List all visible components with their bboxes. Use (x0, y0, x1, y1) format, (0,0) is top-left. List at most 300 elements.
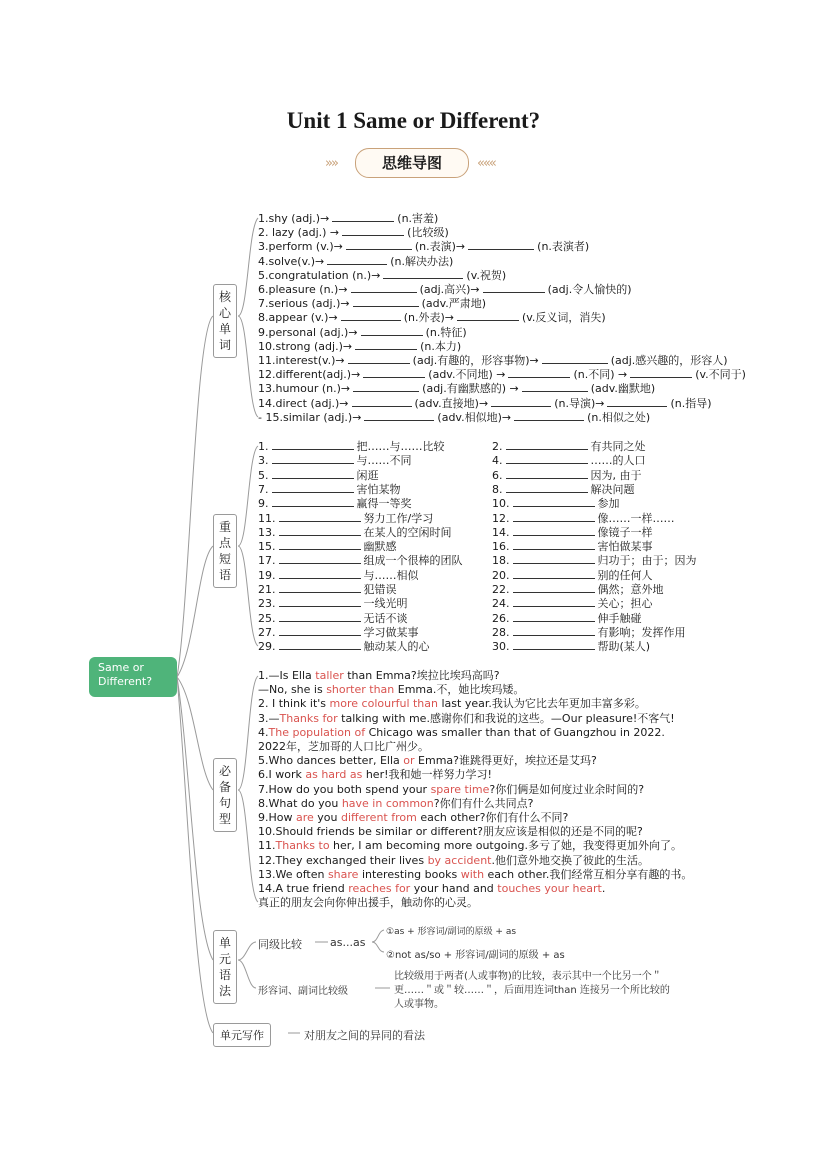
highlight-text: touches your heart (497, 882, 602, 895)
phrase-right (492, 497, 620, 511)
phrase-num: 3. (258, 454, 269, 468)
phrase-text: 因为, 由于 (590, 468, 642, 482)
vocab-line (258, 283, 632, 297)
vocab-line (258, 382, 655, 396)
vocab-text: (n.指导) (670, 396, 712, 410)
phrase-num: 12. (492, 511, 510, 525)
phrase-num: 17. (258, 554, 276, 568)
phrase-num: 9. (258, 497, 269, 511)
phrase-left (258, 597, 408, 611)
vocab-text: 12.different(adj.)→ (258, 368, 361, 382)
phrase-num: 26. (492, 611, 510, 625)
vocab-text: (n.解决办法) (390, 254, 454, 268)
answer-blank (332, 212, 394, 222)
highlight-text: share (327, 867, 359, 881)
vocab-text: (n.外表)→ (403, 311, 454, 325)
vocab-text: 14.direct (adj.)→ (258, 396, 349, 410)
branch-sentences (213, 758, 237, 832)
sentence-line (258, 882, 605, 896)
vocab-line (258, 212, 438, 226)
answer-blank (272, 454, 354, 464)
vocab-text: (n.相似之处) (587, 410, 651, 424)
vocab-text: (adv.幽默地) (590, 382, 656, 396)
phrase-num: 29. (258, 640, 276, 654)
answer-blank (279, 597, 361, 607)
phrase-text: 像……一样…… (597, 511, 675, 525)
vocab-text: (v.不同于) (695, 368, 746, 382)
highlight-text: more colourful than (329, 697, 438, 711)
vocab-text: 2. lazy (adj.) → (258, 226, 340, 240)
phrase-right (492, 483, 635, 497)
answer-blank (272, 440, 354, 450)
phrase-num: 14. (492, 525, 510, 539)
sentence-line (258, 754, 597, 768)
answer-blank (279, 583, 361, 593)
sentence-text: 6.I work (258, 768, 306, 782)
vocab-text: (n.害羞) (397, 212, 439, 225)
answer-blank (279, 526, 361, 536)
vocab-text: (adj.有趣的，形容事物)→ (412, 354, 539, 367)
answer-blank (506, 454, 588, 464)
phrase-left (258, 583, 397, 597)
answer-blank (363, 368, 425, 378)
phrase-num: 2. (492, 440, 503, 453)
vocab-text: 6.pleasure (n.)→ (258, 283, 348, 296)
vocab-text: 4.solve(v.)→ (258, 254, 325, 268)
sentence-line (258, 854, 649, 868)
phrase-right (492, 526, 653, 540)
sentence-text: 14.A true friend (258, 882, 349, 895)
vocab-text: (n.特征) (425, 325, 467, 339)
answer-blank (513, 612, 595, 622)
branch-char: 单 (218, 322, 231, 336)
sentence-line (258, 797, 533, 811)
sentence-text: talking with me.感谢你们和我说的这些。—Our pleasure!不客气! (337, 711, 675, 725)
phrase-text: 别的任何人 (597, 568, 653, 582)
sentence-text: 10.Should friends be similar or different?朋友应该是相似的还是不同的呢? (258, 825, 643, 839)
answer-blank (522, 382, 588, 392)
vocab-text: (n.表演)→ (414, 240, 466, 254)
phrase-text: 归功于；由于；因为 (597, 554, 697, 568)
phrase-num: 24. (492, 597, 510, 611)
vocab-text: (adj.令人愉快的) (547, 283, 632, 296)
sentence-text: each other.我们经常互相分享有趣的书。 (484, 867, 693, 881)
phrase-text: 害怕某物 (356, 482, 401, 496)
answer-blank (513, 583, 595, 593)
answer-blank (513, 554, 595, 564)
sentence-text: 13.We often (258, 867, 328, 881)
vocab-text: (adv.相似地)→ (437, 410, 512, 424)
phrase-right (492, 454, 646, 468)
phrase-right (492, 640, 650, 654)
sentence-text: —No, she is (258, 683, 327, 697)
highlight-text: or (403, 754, 415, 768)
vocab-text: (adv.直接地)→ (414, 396, 489, 410)
phrase-num: 13. (258, 525, 276, 539)
answer-blank (341, 311, 401, 321)
phrase-left (258, 626, 419, 640)
branch-char: 法 (218, 984, 231, 998)
phrase-text: 帮助(某人) (597, 640, 651, 654)
vocab-text: 10.strong (adj.)→ (258, 339, 353, 353)
phrase-num: 22. (492, 583, 510, 596)
answer-blank (513, 497, 595, 507)
sentence-line (258, 896, 478, 910)
vocab-text: 3.perform (v.)→ (258, 240, 343, 254)
phrase-right (492, 626, 686, 640)
phrase-num: 1. (258, 440, 269, 453)
sentence-text: Emma?谁跳得更好，埃拉还是艾玛? (414, 754, 597, 768)
phrase-text: 伸手触碰 (597, 611, 642, 625)
sentence-text: 4. (258, 725, 269, 739)
answer-blank (272, 469, 354, 479)
phrase-left (258, 540, 397, 554)
answer-blank (513, 526, 595, 536)
sentence-text: interesting books (358, 867, 461, 881)
highlight-text: are (296, 811, 314, 824)
sentence-line (258, 697, 646, 711)
vocab-line (258, 368, 746, 382)
answer-blank (272, 497, 354, 507)
phrase-num: 8. (492, 482, 503, 496)
sentence-text: 8.What do you (258, 796, 342, 810)
sentence-text: .他们意外地交换了彼此的生活。 (491, 853, 649, 867)
vocab-text: 5.congratulation (n.)→ (258, 268, 381, 282)
left-arrows-icon: »» (325, 156, 337, 171)
sentence-line (258, 683, 524, 697)
phrase-num: 10. (492, 497, 510, 511)
sentence-line (258, 811, 568, 825)
answer-blank (279, 626, 361, 636)
grammar-asas: as...as (330, 936, 366, 949)
answer-blank (353, 382, 419, 392)
phrase-num: 16. (492, 540, 510, 554)
answer-blank (351, 283, 417, 293)
answer-blank (353, 297, 419, 307)
phrase-num: 25. (258, 611, 276, 625)
vocab-line (258, 340, 461, 354)
answer-blank (506, 483, 588, 493)
phrase-text: 犯错误 (363, 583, 397, 596)
phrase-text: 参加 (597, 497, 620, 511)
sentence-text: her!我和她一样努力学习! (362, 768, 492, 782)
answer-blank (542, 354, 608, 364)
highlight-text: as hard as (305, 768, 363, 782)
phrase-text: 组成一个很棒的团队 (363, 554, 463, 568)
vocab-text: (adv.不同地) → (428, 368, 506, 382)
answer-blank (342, 226, 404, 236)
vocab-text: 7.serious (adj.)→ (258, 297, 350, 311)
grammar-opt2: ②not as/so + 形容词/副词的原级 + as (386, 950, 565, 961)
phrase-text: 闲逛 (356, 468, 379, 482)
grammar-desc-3: 人或事物。 (394, 999, 444, 1010)
branch-char: 单 (218, 936, 231, 950)
vocab-text: (v.反义词，消失) (521, 311, 606, 325)
phrase-num: 19. (258, 568, 276, 582)
highlight-text: different from (341, 811, 417, 824)
phrase-text: 在某人的空闲时间 (363, 525, 452, 539)
sentence-text: Chicago was smaller than that of Guangzhou in 2022. (365, 725, 665, 739)
phrase-right (492, 540, 653, 554)
answer-blank (513, 626, 595, 636)
phrase-left (258, 526, 452, 540)
phrase-right (492, 569, 653, 583)
answer-blank (513, 597, 595, 607)
phrase-left (258, 469, 379, 483)
phrase-right (492, 554, 697, 568)
answer-blank (279, 569, 361, 579)
phrase-text: 与……相似 (363, 568, 419, 582)
answer-blank (279, 540, 361, 550)
root-line1: Same or (98, 661, 144, 674)
vocab-text: 11.interest(v.)→ (258, 354, 345, 367)
phrase-text: 解决问题 (590, 482, 635, 496)
phrase-left (258, 454, 412, 468)
phrase-num: 20. (492, 568, 510, 582)
phrase-num: 27. (258, 625, 276, 639)
phrase-left (258, 554, 463, 568)
phrase-num: 6. (492, 468, 503, 482)
sentence-text: her, I am becoming more outgoing.多亏了她，我变得更加外向了。 (329, 839, 682, 853)
answer-blank (355, 340, 417, 350)
phrase-num: 23. (258, 597, 276, 611)
sentence-text: 5.Who dances better, Ella (258, 754, 404, 768)
vocab-text: 1.shy (adj.)→ (258, 212, 330, 225)
sentence-text: 2022年，芝加哥的人口比广州少。 (258, 740, 429, 753)
phrase-text: 赢得一等奖 (356, 497, 412, 511)
sentence-text: ?你们有什么共同点? (433, 796, 534, 810)
sentence-text: 真正的朋友会向你伸出援手，触动你的心灵。 (258, 896, 478, 910)
branch-char: 句 (218, 796, 231, 810)
sentence-text: ?你们俩是如何度过业余时间的? (489, 782, 645, 796)
grammar-opt1: ①as + 形容词/副词的原级 + as (386, 927, 517, 937)
highlight-text: reaches for (348, 882, 411, 895)
phrase-right (492, 612, 642, 626)
phrase-text: ……的人口 (590, 454, 646, 468)
sentence-text: 12.They exchanged their lives (258, 853, 428, 867)
phrase-num: 28. (492, 625, 510, 639)
branch-phrases (213, 514, 237, 588)
answer-blank (279, 554, 361, 564)
phrase-text: 幽默感 (363, 540, 397, 554)
grammar-desc-1: 比较级用于两者(人或事物)的比较，表示其中一个比另一个＂ (394, 971, 662, 982)
phrase-text: 学习做某事 (363, 625, 419, 639)
vocab-line (258, 255, 453, 269)
banner-label: 思维导图 (355, 148, 469, 178)
branch-char: 语 (218, 968, 231, 982)
sentence-line (258, 726, 665, 740)
sentence-text: 3.— (258, 711, 280, 725)
vocab-line (258, 226, 449, 240)
vocab-text: 8.appear (v.)→ (258, 311, 338, 325)
sentence-text: you (313, 811, 342, 824)
phrase-left (258, 640, 430, 654)
sentence-line (258, 825, 643, 839)
phrase-num: 30. (492, 640, 510, 654)
vocab-text: (n.不同) → (573, 368, 628, 382)
sentence-line (258, 768, 492, 782)
vocab-text: (比较级) (407, 226, 449, 240)
sentence-text: 7.How do you both spend your (258, 782, 431, 796)
branch-vocab (213, 284, 237, 358)
highlight-text: Thanks to (275, 839, 330, 853)
answer-blank (506, 469, 588, 479)
vocab-text: (n.表演者) (537, 240, 590, 254)
answer-blank (272, 483, 354, 493)
phrase-right (492, 597, 653, 611)
vocab-line (258, 297, 486, 311)
root-node (89, 657, 177, 697)
answer-blank (279, 612, 361, 622)
answer-blank (630, 368, 692, 378)
phrase-num: 11. (258, 511, 276, 525)
answer-blank (468, 240, 534, 250)
phrase-right (492, 583, 664, 597)
phrase-num: 21. (258, 583, 276, 596)
branch-char: 心 (218, 306, 231, 320)
highlight-text: spare time (430, 782, 490, 796)
sentence-line (258, 868, 692, 882)
branch-char: 重 (218, 520, 231, 534)
highlight-text: The population of (268, 725, 366, 739)
phrase-text: 努力工作/学习 (363, 511, 434, 525)
answer-blank (508, 368, 570, 378)
phrase-right (492, 440, 646, 454)
sentence-line (258, 839, 682, 853)
vocab-text: 13.humour (n.)→ (258, 382, 351, 396)
vocab-text: (v.祝贺) (466, 268, 507, 282)
phrase-right (492, 469, 642, 483)
branch-char: 点 (218, 536, 231, 550)
phrase-text: 无话不谈 (363, 611, 408, 625)
phrase-text: 害怕做某事 (597, 540, 653, 554)
highlight-text: taller (315, 669, 344, 682)
branch-char: 备 (218, 780, 231, 794)
phrase-text: 触动某人的心 (363, 640, 430, 654)
sentence-text: your hand and (410, 882, 498, 895)
root-line2: Different? (98, 675, 153, 688)
answer-blank (348, 354, 410, 364)
phrase-text: 一线光明 (363, 597, 408, 611)
answer-blank (279, 512, 361, 522)
answer-blank (483, 283, 545, 293)
phrase-left (258, 569, 419, 583)
branch-char: 核 (218, 290, 231, 304)
answer-blank (513, 540, 595, 550)
vocab-text: - 15.similar (adj.)→ (258, 410, 362, 424)
vocab-line (258, 269, 506, 283)
sentence-text: 11. (258, 839, 276, 853)
answer-blank (364, 411, 434, 421)
vocab-text: (n.导演)→ (554, 396, 605, 410)
vocab-line (258, 240, 589, 254)
branch-grammar (213, 930, 237, 1004)
phrase-left (258, 440, 445, 454)
answer-blank (514, 411, 584, 421)
branch-char: 元 (218, 952, 231, 966)
phrase-num: 5. (258, 468, 269, 482)
phrase-left (258, 483, 401, 497)
sentence-line (258, 740, 429, 754)
phrase-num: 4. (492, 454, 503, 468)
sentence-line (258, 712, 675, 726)
phrase-text: 偶然；意外地 (597, 583, 664, 596)
branch-char: 必 (218, 764, 231, 778)
answer-blank (513, 640, 595, 650)
phrase-text: 有影响；发挥作用 (597, 625, 686, 639)
phrase-left (258, 497, 412, 511)
grammar-desc-2: 更……＂或＂较……＂，后面用连词than 连接另一个所比较的 (394, 985, 670, 996)
sentence-text: . (601, 882, 606, 895)
sentence-text: than Emma?埃拉比埃玛高吗? (343, 669, 500, 682)
branch-char: 短 (218, 552, 231, 566)
sentence-text: each other?你们有什么不同? (416, 811, 569, 824)
phrase-text: 像镜子一样 (597, 525, 653, 539)
answer-blank (327, 255, 387, 265)
grammar-comp-label: 形容词、副词比较级 (258, 986, 348, 997)
vocab-line (258, 397, 712, 411)
vocab-line (258, 311, 606, 325)
highlight-text: with (460, 867, 485, 881)
writing-topic: 对朋友之间的异同的看法 (304, 1029, 425, 1042)
vocab-line (258, 354, 728, 368)
sentence-text: 2. I think it's (258, 697, 330, 711)
sentence-text: Emma.不，她比埃玛矮。 (394, 683, 525, 697)
answer-blank (506, 440, 588, 450)
sentence-line (258, 669, 500, 683)
branch-char: 型 (218, 812, 231, 826)
answer-blank (383, 269, 463, 279)
answer-blank (513, 569, 595, 579)
phrase-num: 18. (492, 554, 510, 568)
sentence-text: 9.How (258, 811, 296, 824)
phrase-text: 与……不同 (356, 454, 412, 468)
highlight-text: by accident (427, 853, 492, 867)
answer-blank (361, 326, 423, 336)
vocab-line (258, 411, 650, 425)
vocab-text: (n.本力) (420, 339, 462, 353)
phrase-left (258, 612, 408, 626)
phrase-right (492, 512, 675, 526)
phrase-text: 有共同之处 (590, 440, 646, 453)
phrase-left (258, 512, 433, 526)
highlight-text: shorter than (326, 683, 395, 697)
answer-blank (352, 397, 412, 407)
highlight-text: have in common (341, 796, 434, 810)
answer-blank (346, 240, 412, 250)
vocab-text: (adj.有幽默感的) → (422, 382, 519, 396)
phrase-text: 把……与……比较 (356, 440, 445, 453)
grammar-comparative: 同级比较 (258, 938, 302, 951)
branch-char: 词 (218, 338, 231, 352)
vocab-text: (adv.严肃地) (421, 297, 487, 311)
answer-blank (513, 512, 595, 522)
right-arrows-icon: ««« (477, 156, 495, 171)
answer-blank (491, 397, 551, 407)
branch-writing: 单元写作 (213, 1023, 271, 1047)
answer-blank (457, 311, 519, 321)
vocab-text: (adj.高兴)→ (419, 283, 480, 296)
answer-blank (279, 640, 361, 650)
branch-char: 语 (218, 568, 231, 582)
answer-blank (607, 397, 667, 407)
phrase-text: 关心；担心 (597, 597, 653, 611)
sentence-text: 1.—Is Ella (258, 669, 316, 682)
highlight-text: Thanks for (279, 711, 338, 725)
phrase-num: 7. (258, 482, 269, 496)
vocab-text: (adj.感兴趣的，形容人) (610, 354, 728, 367)
page-title: Unit 1 Same or Different? (286, 108, 541, 133)
